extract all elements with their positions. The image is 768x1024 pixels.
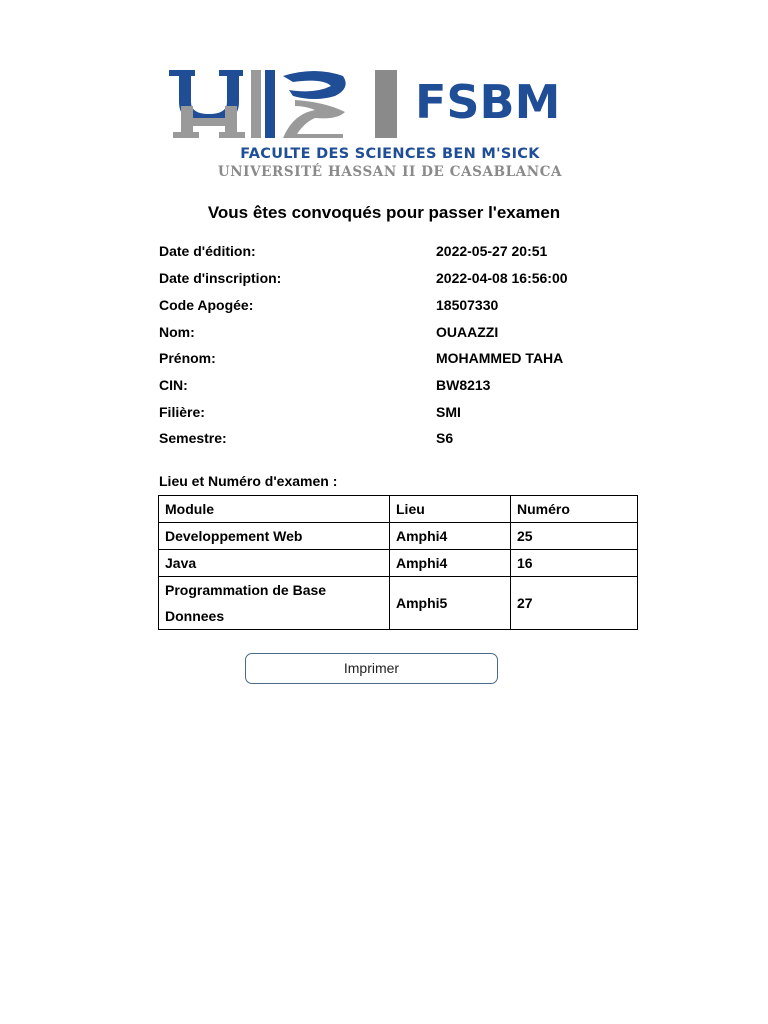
info-row-first-name bbox=[159, 350, 639, 370]
info-row-last-name bbox=[159, 324, 639, 344]
info-row-semester bbox=[159, 430, 639, 450]
info-value: 2022-05-27 20:51 bbox=[436, 243, 548, 259]
info-label: Date d'inscription: bbox=[159, 270, 282, 286]
info-value: 18507330 bbox=[436, 297, 499, 313]
info-label: CIN: bbox=[159, 377, 188, 393]
university-logo-icon bbox=[165, 62, 615, 142]
exam-table bbox=[158, 495, 638, 630]
info-row-program bbox=[159, 404, 639, 424]
table-cell: Programmation de Base Donnees bbox=[159, 577, 390, 630]
info-value: S6 bbox=[436, 430, 454, 446]
table-cell: Java bbox=[159, 550, 390, 577]
info-row-apogee-code bbox=[159, 297, 639, 317]
info-value: MOHAMMED TAHA bbox=[436, 350, 564, 366]
info-label: Nom: bbox=[159, 324, 195, 340]
info-label: Prénom: bbox=[159, 350, 216, 366]
table-cell: 27 bbox=[511, 577, 638, 630]
info-label: Date d'édition: bbox=[159, 243, 256, 259]
table-cell: Amphi4 bbox=[390, 523, 511, 550]
info-value: BW8213 bbox=[436, 377, 491, 393]
table-row bbox=[159, 550, 638, 577]
info-row-cin bbox=[159, 377, 639, 397]
print-button[interactable]: Imprimer bbox=[245, 653, 498, 684]
table-row bbox=[159, 577, 638, 630]
table-cell: 25 bbox=[511, 523, 638, 550]
table-row bbox=[159, 523, 638, 550]
exam-section-label: Lieu et Numéro d'examen : bbox=[159, 473, 338, 489]
svg-text:FSBM: FSBM bbox=[415, 75, 561, 129]
info-label: Code Apogée: bbox=[159, 297, 254, 313]
info-row-edition-date bbox=[159, 243, 639, 263]
table-header-row bbox=[159, 496, 638, 523]
info-value: 2022-04-08 16:56:00 bbox=[436, 270, 568, 286]
faculty-name: FACULTE DES SCIENCES BEN M'SICK bbox=[240, 146, 540, 162]
page-title: Vous êtes convoqués pour passer l'examen bbox=[207, 203, 561, 222]
info-value: SMI bbox=[436, 404, 461, 420]
table-cell: Developpement Web bbox=[159, 523, 390, 550]
header-logo bbox=[165, 62, 615, 187]
table-header-cell: Module bbox=[159, 496, 390, 523]
table-cell: Amphi5 bbox=[390, 577, 511, 630]
info-row-inscription-date bbox=[159, 270, 639, 290]
table-header-cell: Numéro bbox=[511, 496, 638, 523]
info-label: Filière: bbox=[159, 404, 205, 420]
table-header-cell: Lieu bbox=[390, 496, 511, 523]
table-cell: 16 bbox=[511, 550, 638, 577]
table-cell: Amphi4 bbox=[390, 550, 511, 577]
info-label: Semestre: bbox=[159, 430, 227, 446]
university-name: UNIVERSITÉ HASSAN II DE CASABLANCA bbox=[217, 164, 563, 180]
info-value: OUAAZZI bbox=[436, 324, 499, 340]
